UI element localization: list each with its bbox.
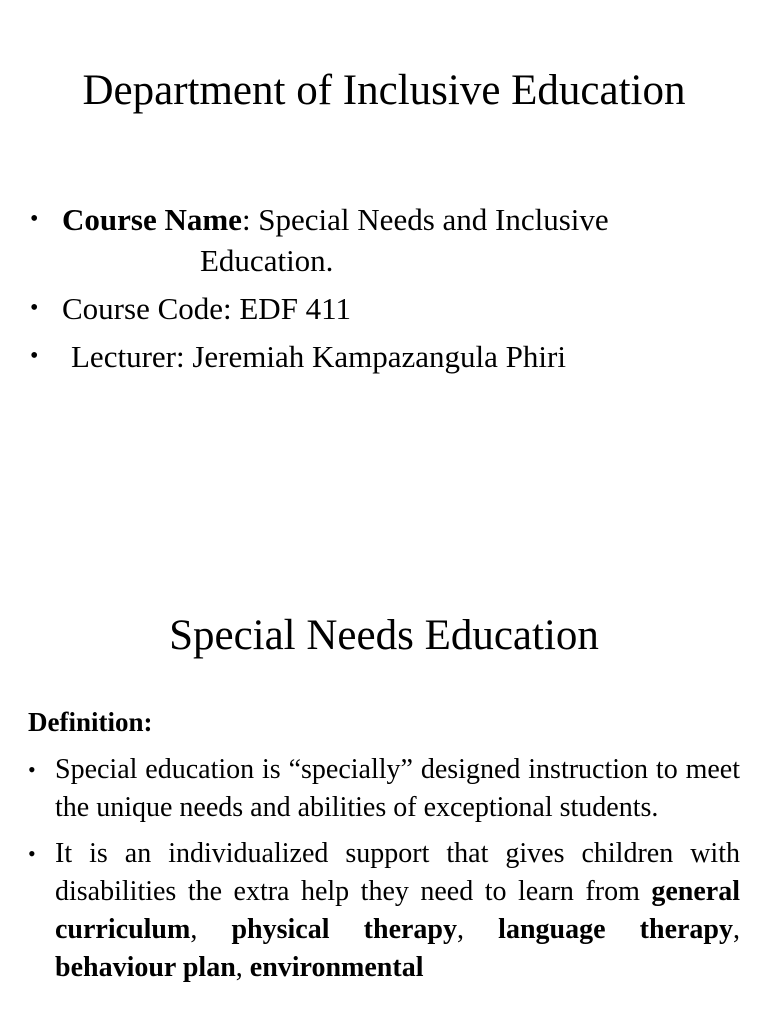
definition-list <box>28 751 740 995</box>
list-item-definition-1 <box>28 751 740 827</box>
list-item-course-name <box>30 199 740 281</box>
definition-text-1: Special education is “specially” designed instruction to meet the unique needs and abilities of exceptional students. <box>55 754 740 823</box>
definition-text-2: It is an individualized support that gives children with disabilities the extra help they need to learn from <box>55 838 740 907</box>
separator: , <box>733 914 741 945</box>
bullet-icon: • <box>30 206 39 232</box>
definition-heading: Definition: <box>28 707 153 737</box>
separator: , <box>235 952 243 983</box>
slide-special-needs-education <box>0 512 768 1024</box>
slide-title: Department of Inclusive Education <box>82 67 686 114</box>
term-language-therapy: language therapy <box>498 914 734 945</box>
course-name-value: : Special Needs and Inclusive <box>241 202 609 237</box>
list-item-lecturer <box>30 336 740 377</box>
separator: , <box>190 914 198 945</box>
term-behaviour-plan: behaviour plan <box>55 952 236 983</box>
bullet-icon: • <box>28 841 36 866</box>
bullet-icon: • <box>30 343 39 369</box>
bullet-icon: • <box>30 295 39 321</box>
list-item-course-code <box>30 288 740 329</box>
slide-title: Special Needs Education <box>169 612 599 659</box>
course-name-value-continued: Education. <box>200 243 334 278</box>
term-physical-therapy: physical therapy <box>231 914 457 945</box>
course-info-list <box>30 199 740 384</box>
course-name-label: Course Name <box>62 202 242 237</box>
separator: , <box>457 914 464 945</box>
bullet-icon: • <box>28 757 36 782</box>
term-environmental: environmental <box>249 952 424 983</box>
lecturer-text: Lecturer: Jeremiah Kampazangula Phiri <box>71 339 566 374</box>
term-general-curriculum: general curriculum <box>55 876 740 945</box>
course-code-text: Course Code: EDF 411 <box>62 291 352 326</box>
list-item-definition-2 <box>28 835 740 987</box>
